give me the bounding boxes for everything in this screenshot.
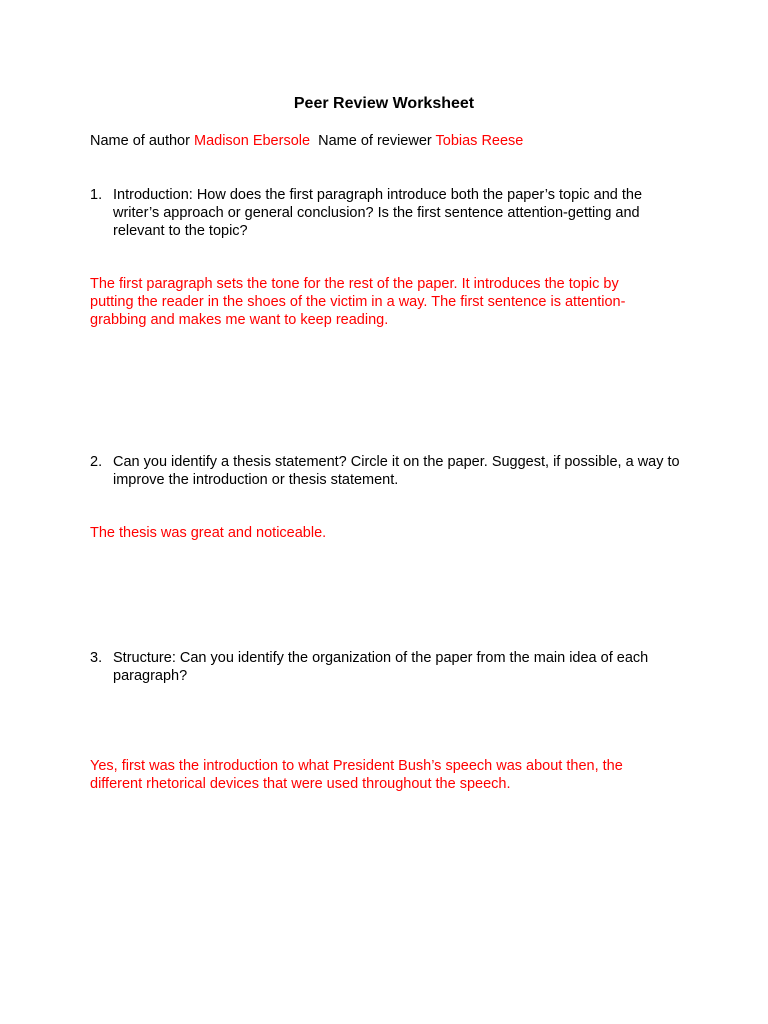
question-text: Introduction: How does the first paragraph introduce both the paper’s topic and the writer’s approach or general conclusion? Is the first sentence attention-getting and relevant to the topic? — [113, 187, 643, 239]
question-number: 1. — [90, 187, 103, 203]
answer-3: Yes, first was the introduction to what President Bush’s speech was about then, the different rhetorical devices that were used throughout the speech. — [90, 758, 623, 792]
question-number: 2. — [90, 454, 103, 470]
reviewer-name: Tobias Reese — [435, 133, 524, 149]
reviewer-label: Name of reviewer — [310, 133, 436, 149]
author-name: Madison Ebersole — [193, 133, 311, 149]
question-2 — [90, 453, 680, 489]
names-line — [90, 132, 523, 150]
question-text: Structure: Can you identify the organization of the paper from the main idea of each paragraph? — [113, 650, 649, 684]
answer-2: The thesis was great and noticeable. — [90, 525, 327, 541]
page-title: Peer Review Worksheet — [293, 95, 475, 112]
question-3 — [90, 649, 680, 685]
author-label: Name of author — [90, 133, 194, 149]
answer-1: The first paragraph sets the tone for the rest of the paper. It introduces the topic by putting the reader in the shoes of the victim in a way. The first sentence is attention-grabbing and makes me want to keep reading. — [90, 276, 626, 328]
question-number: 3. — [90, 650, 103, 666]
question-text: Can you identify a thesis statement? Circle it on the paper. Suggest, if possible, a way to improve the introduction or thesis statement. — [113, 454, 680, 488]
question-1 — [90, 186, 680, 240]
